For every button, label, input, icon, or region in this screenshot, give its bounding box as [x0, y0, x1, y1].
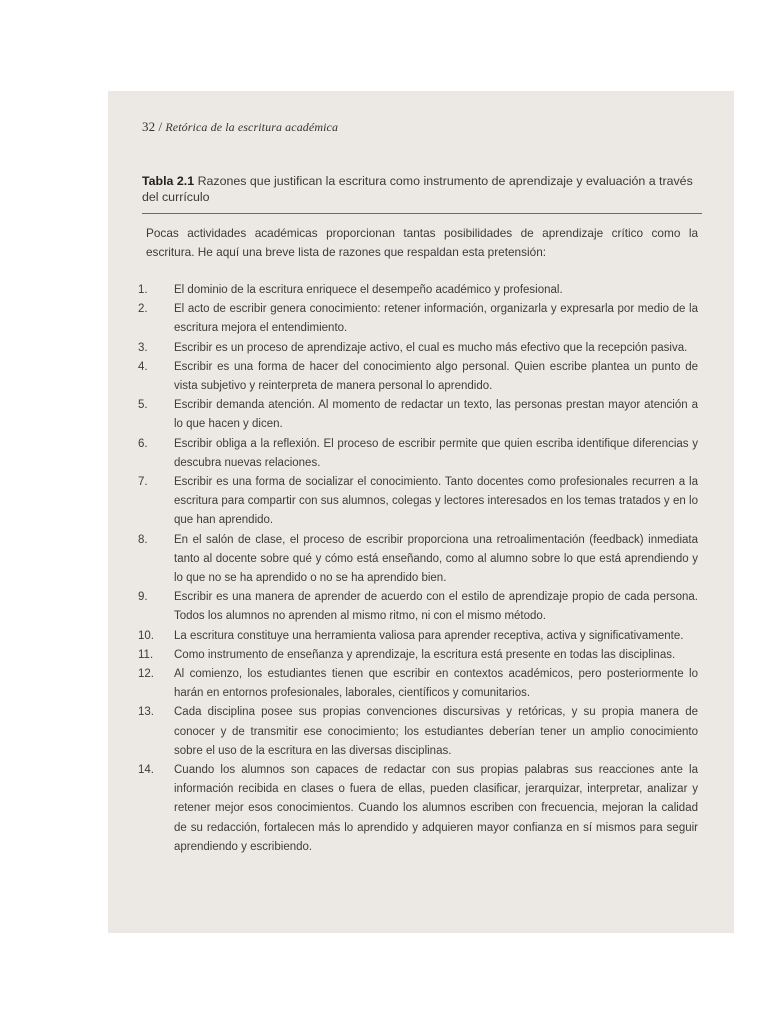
item-number: 14.: [138, 764, 154, 777]
item-number: 3.: [138, 341, 148, 354]
item-number: 12.: [138, 668, 154, 681]
item-number: 11.: [138, 648, 154, 661]
item-number: 4.: [138, 360, 148, 373]
list-item: [138, 339, 698, 358]
item-text: El dominio de la escritura enriquece el desempeño académico y profesional.: [174, 284, 563, 296]
scanned-page: [108, 91, 734, 933]
item-text: Cada disciplina posee sus propias convenciones discursivas y retóricas, y su propia manera de conocer y de transmitir ese conocimiento; los estudiantes deberían tener un amplio conocimiento sobre el uso de la escritura en las diversas disciplinas.: [174, 706, 698, 757]
list-item: [138, 281, 698, 300]
list-item: [138, 473, 698, 531]
running-head: [142, 119, 338, 135]
running-title: Retórica de la escritura académica: [165, 120, 339, 134]
item-number: 7.: [138, 476, 148, 489]
list-item: [138, 588, 698, 626]
item-text: Al comienzo, los estudiantes tienen que escribir en contextos académicos, pero posteriormente lo harán en entornos profesionales, laborales, científicos y comunitarios.: [174, 668, 698, 700]
item-text: Escribir es una forma de hacer del conocimiento algo personal. Quien escribe plantea un punto de vista subjetivo y reinterpreta de manera personal lo aprendido.: [174, 360, 698, 393]
item-number: 9.: [138, 591, 148, 604]
item-text: La escritura constituye una herramienta valiosa para aprender receptiva, activa y significativamente.: [174, 629, 684, 642]
item-number: 5.: [138, 399, 148, 412]
item-text: Como instrumento de enseñanza y aprendizaje, la escritura está presente en todas las disciplinas.: [174, 648, 676, 661]
item-number: 1.: [138, 284, 148, 296]
item-number: 6.: [138, 437, 148, 450]
item-number: 10.: [138, 629, 154, 642]
reasons-list: [138, 281, 698, 857]
list-item: [138, 761, 698, 857]
item-text: Escribir demanda atención. Al momento de redactar un texto, las personas prestan mayor atención a lo que hacen y dicen.: [174, 399, 698, 431]
item-text: Escribir es un proceso de aprendizaje activo, el cual es mucho más efectivo que la recepción pasiva.: [174, 341, 688, 354]
table-caption-text: Razones que justifican la escritura como instrumento de aprendizaje y evaluación a través del currículo: [142, 174, 693, 204]
page-number: 32 /: [142, 119, 163, 134]
item-number: 13.: [138, 706, 154, 719]
item-text: El acto de escribir genera conocimiento: retener información, organizarla y expresarla por medio de la escritura mejora el entendimiento.: [174, 303, 698, 335]
item-text: En el salón de clase, el proceso de escribir proporciona una retroalimentación (feedback) inmediata tanto al docente sobre qué y cómo está enseñando, como al alumno sobre lo que está aprendiendo y lo que no se ha aprendido o no se ha aprendido bien.: [174, 533, 698, 585]
divider: [142, 213, 702, 214]
item-number: 8.: [138, 533, 148, 546]
list-item: [138, 435, 698, 473]
table-label: Tabla 2.1: [142, 174, 195, 188]
list-item: [138, 531, 698, 589]
item-text: Escribir es una manera de aprender de acuerdo con el estilo de aprendizaje propio de cada persona. Todos los alumnos no aprenden al mismo ritmo, ni con el mismo método.: [174, 591, 698, 623]
item-text: Cuando los alumnos son capaces de redactar con sus propias palabras sus reacciones ante la información recibida en clases o fuera de ellas, pueden clasificar, jerarquizar, interpretar, analizar y retener mejor esos conocimientos. Cuando los alumnos escriben con frecuencia, mejoran la calidad de su redacción, fortalecen más lo aprendido y adquieren mayor confianza en sí mismos para seguir aprendiendo y escribiendo.: [174, 764, 698, 853]
item-text: Escribir es una forma de socializar el conocimiento. Tanto docentes como profesionales recurren a la escritura para compartir con sus alumnos, colegas y lectores interesados en los temas tratados y en lo que han aprendido.: [174, 476, 698, 527]
item-text: Escribir obliga a la reflexión. El proceso de escribir permite que quien escriba identifique diferencias y descubra nuevas relaciones.: [174, 437, 698, 469]
list-item: [138, 396, 698, 434]
item-number: 2.: [138, 303, 148, 316]
list-item: [138, 646, 698, 665]
list-item: [138, 703, 698, 761]
list-item: [138, 300, 698, 338]
list-item: [138, 627, 698, 646]
list-item: [138, 358, 698, 396]
intro-paragraph: Pocas actividades académicas proporcionan tantas posibilidades de aprendizaje crítico como la escritura. He aquí una breve lista de razones que respaldan esta pretensión:: [146, 226, 698, 259]
list-item: [138, 665, 698, 703]
table-caption: [142, 173, 702, 205]
